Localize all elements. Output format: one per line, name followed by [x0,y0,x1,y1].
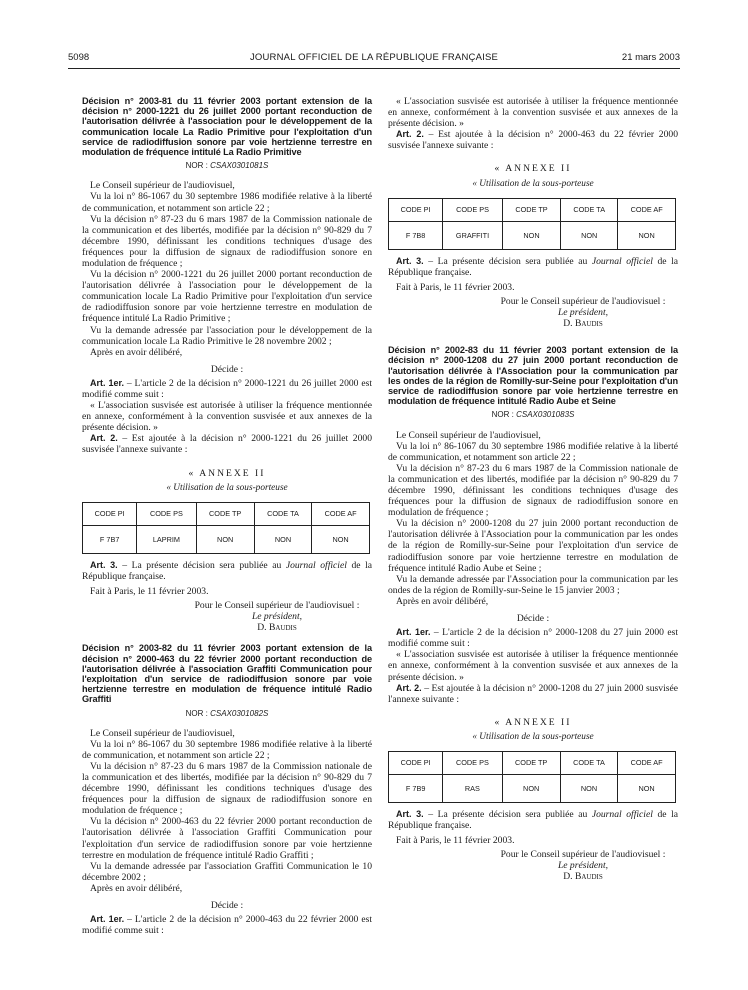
column-header: CODE PS [443,198,503,221]
annexe-title: « ANNEXE II [188,467,266,479]
vu-paragraph: Vu la décision n° 87-23 du 6 mars 1987 de la Commission nationale de la communication et des libertés, modifiée par la décision n° 90-829 du 7 décembre 1990, définissant les conditions techniques d'usage des fréquences pour la diffusion de signaux de radiodiffusion sonore en modulation de fréquence ; [82,213,372,269]
quote-text: « L'association susvisée est autorisée à utiliser la fréquence mentionnée en annexe, conformément à la convention susvisée et aux annexes de la présente décision. » [388,649,678,683]
article-label: Art. 2. [396,129,424,140]
article-text: de la République française. [82,559,373,582]
column-header: CODE AF [618,751,676,774]
intro-text: Le Conseil supérieur de l'audiovisuel, [90,180,235,192]
signature-title: Le président, [557,307,609,319]
article-1 [82,914,372,936]
issue-date: 21 mars 2003 [621,52,680,63]
table-cell: NON [618,774,676,802]
column-header: CODE PS [443,751,502,774]
nor-label: NOR : [491,410,514,420]
journal-name: Journal officiel [285,559,347,571]
column-header: CODE PI [83,502,137,525]
table-row [83,525,370,553]
signature-name: D. Baudis [257,622,297,634]
vu-paragraph: Vu la demande adressée par l'association pour le développement de la communication locale La Radio Primitive le 28 novembre 2002 ; [82,324,372,347]
signature-name: D. Baudis [563,318,603,330]
article-3 [388,256,678,278]
column-header: CODE TP [502,198,560,221]
decision-title: Décision n° 2003-81 du 11 février 2003 portant extension de la décision n° 2000-1221 du 26 juillet 2000 portant reconduction de l'autorisation délivrée à l'association pour le développement de la communication locale La Radio Primitive pour l'exploitation d'un service de radiodiffusion sonore par voie hertzienne terrestre en modulation de fréquence intitulé La Radio Primitive [82,96,372,158]
signature-block [488,849,678,882]
nor-line [82,160,372,171]
nor-label: NOR : [185,708,208,718]
intro-text: Le Conseil supérieur de l'audiovisuel, [90,727,235,739]
article-label: Art. 1er. [90,914,125,925]
column-header: CODE PS [137,502,196,525]
signature-line: Pour le Conseil supérieur de l'audiovisuel : [500,849,666,861]
table-cell: NON [618,221,676,249]
table-header-row [389,198,676,221]
subcarrier-table [388,198,676,250]
article-2 [388,683,678,705]
table-cell: LAPRIM [137,525,196,553]
vu-paragraph: Vu la demande adressée par l'association Graffiti Communication le 10 décembre 2002 ; [82,860,372,883]
vu-paragraph: Vu la demande adressée par l'Association pour la communication par les ondes de la région de Romilly-sur-Seine le 15 janvier 2003 ; [388,573,678,596]
table-cell: NON [196,525,254,553]
nor-line [388,409,678,420]
table-header-row [389,751,676,774]
article-label: Art. 3. [396,255,424,266]
article-3 [388,809,678,831]
decision-2003-81 [82,96,372,633]
column-header: CODE TP [502,751,560,774]
table-cell: NON [502,774,560,802]
decide-text: Décide : [210,900,244,912]
page-header [0,52,748,66]
nor-line [82,708,372,719]
subcarrier-table [388,751,676,803]
journal-name: Journal officiel [591,255,653,267]
column-header: CODE TA [561,198,618,221]
article-text: – Est ajoutée à la décision n° 2000-1221 du 26 juillet 2000 susvisée l'annexe suivante : [82,433,372,456]
article-3 [82,560,372,582]
vu-paragraph: Vu la décision n° 2000-463 du 22 février 2000 portant reconduction de l'autorisation délivrée à l'association Graffiti Communication pour l'exploitation d'un service de radiodiffusion sonore par voie hertzienne terrestre en modulation de fréquence intitulé Radio Graffiti ; [82,816,372,861]
decision-title: Décision n° 2002-83 du 11 février 2003 portant extension de la décision n° 2000-1208 du 27 juin 2000 portant reconduction de l'autorisation délivrée à l'Association pour la communication par les ondes de la région de Romilly-sur-Seine pour l'exploitation d'un service de radiodiffusion sonore par voie hertzienne terrestre en modulation de fréquence intitulé Radio Aube et Seine [388,345,678,407]
article-text: – Est ajoutée à la décision n° 2000-463 du 22 février 2000 susvisée l'annexe suivante : [388,129,678,152]
table-cell: NON [254,525,311,553]
table-cell: RAS [443,774,502,802]
decision-2003-82 [82,643,372,936]
column-header: CODE TA [560,751,617,774]
article-text: – L'article 2 de la décision n° 2000-463 du 22 février 2000 est modifié comme suit : [82,914,372,937]
apres-text: Après en avoir délibéré, [396,595,489,607]
column-header: CODE PI [389,198,443,221]
article-text: – La présente décision sera publiée au [423,808,592,820]
article-label: Art. 1er. [396,627,431,638]
signature-title: Le président, [557,860,609,872]
article-text: – La présente décision sera publiée au [117,559,286,571]
nor-value: CSAX0301082S [210,708,269,718]
nor-value: CSAX0301083S [516,410,575,420]
vu-paragraph: Vu la décision n° 2000-1208 du 27 juin 2000 portant reconduction de l'autorisation délivrée à l'Association pour la communication par les ondes de la région de Romilly-sur-Seine pour l'exploitation d'un service de radiodiffusion sonore par voie hertzienne terrestre en modulation de fréquence intitulé Radio Aube et Seine ; [388,518,678,574]
right-column [388,96,678,883]
table-row [389,221,676,249]
fait-text: Fait à Paris, le 11 février 2003. [396,281,515,293]
article-label: Art. 3. [396,808,424,819]
vu-paragraph: Vu la loi n° 86-1067 du 30 septembre 1986 modifiée relative à la liberté de communication, et notamment son article 22 ; [388,440,678,463]
decision-title: Décision n° 2003-82 du 11 février 2003 portant extension de la décision n° 2000-463 du 22 février 2000 portant reconduction de l'autorisation délivrée à l'association Graffiti Communication pour l'exploitation d'un service de radiodiffusion sonore par voie hertzienne terrestre en modulation de fréquence intitulé Radio Graffiti [82,643,372,705]
header-rule [68,68,680,69]
table-cell: F 7B8 [389,221,443,249]
table-cell: F 7B7 [83,525,137,553]
article-text: – La présente décision sera publiée au [423,255,592,267]
table-header-row [83,502,370,525]
article-label: Art. 2. [396,682,422,693]
quote-text: « L'association susvisée est autorisée à utiliser la fréquence mentionnée en annexe, conformément à la convention susvisée et aux annexes de la présente décision. » [388,96,678,130]
vu-paragraph: Vu la décision n° 87-23 du 6 mars 1987 de la Commission nationale de la communication et des libertés, modifiée par la décision n° 90-829 du 7 décembre 1990, définissant les conditions techniques d'usage des fréquences pour la diffusion de signaux de radiodiffusion sonore en modulation de fréquence ; [388,462,678,519]
signature-title: Le président, [251,611,303,623]
table-cell: NON [312,525,370,553]
table-cell: NON [502,221,560,249]
table-row [389,774,676,802]
article-text: de la République française. [388,255,679,278]
quote-text: « L'association susvisée est autorisée à utiliser la fréquence mentionnée en annexe, conformément à la convention susvisée et aux annexes de la présente décision. » [82,400,372,434]
decision-2003-82-continued [388,96,678,329]
journal-name: Journal officiel [591,808,653,820]
subcarrier-table [82,502,370,554]
decision-2002-83 [388,345,678,882]
signature-line: Pour le Conseil supérieur de l'audiovisuel : [194,600,360,612]
table-cell: GRAFFITI [443,221,503,249]
article-label: Art. 1er. [90,377,124,388]
apres-text: Après en avoir délibéré, [90,346,183,358]
article-text: – L'article 2 de la décision n° 2000-1208 du 27 juin 2000 est modifié comme suit : [388,627,678,650]
decide-text: Décide : [210,363,244,375]
annexe-subtitle: « Utilisation de la sous-porteuse [472,731,594,742]
signature-block [488,296,678,329]
article-2 [388,129,678,151]
article-label: Art. 3. [90,559,118,570]
vu-paragraph: Vu la décision n° 2000-1221 du 26 juillet 2000 portant reconduction de l'autorisation délivrée à l'association pour le développement de la communication locale La Radio Primitive pour l'exploitation d'un service de radiodiffusion sonore par voie hertzienne terrestre en modulation de fréquence intitulé La Radio Primitive ; [82,269,372,325]
page-number: 5098 [68,52,90,63]
annexe-subtitle: « Utilisation de la sous-porteuse [166,482,288,493]
decide-text: Décide : [516,613,550,625]
column-header: CODE AF [312,502,370,525]
article-label: Art. 2. [90,433,118,444]
annexe-subtitle: « Utilisation de la sous-porteuse [472,178,594,189]
article-text: – L'article 2 de la décision n° 2000-1221 du 26 juillet 2000 est modifié comme suit : [82,377,372,400]
fait-text: Fait à Paris, le 11 février 2003. [90,585,209,597]
fait-text: Fait à Paris, le 11 février 2003. [396,835,515,847]
intro-text: Le Conseil supérieur de l'audiovisuel, [396,429,541,441]
column-header: CODE PI [389,751,443,774]
column-header: CODE TA [254,502,311,525]
vu-paragraph: Vu la loi n° 86-1067 du 30 septembre 1986 modifiée relative à la liberté de communication, et notamment son article 22 ; [82,738,372,761]
article-1 [82,378,372,400]
annexe-title: « ANNEXE II [494,716,572,728]
article-2 [82,433,372,455]
signature-line: Pour le Conseil supérieur de l'audiovisuel : [500,295,666,307]
nor-label: NOR : [185,161,208,171]
table-cell: NON [560,774,617,802]
apres-text: Après en avoir délibéré, [90,882,183,894]
table-cell: F 7B9 [389,774,443,802]
left-column [82,96,372,936]
signature-name: D. Baudis [563,871,603,883]
column-header: CODE AF [618,198,676,221]
nor-value: CSAX0301081S [210,161,269,171]
vu-paragraph: Vu la décision n° 87-23 du 6 mars 1987 de la Commission nationale de la communication et des libertés, modifiée par la décision n° 90-829 du 7 décembre 1990, définissant les conditions techniques d'usage des fréquences pour la diffusion de signaux de radiodiffusion sonore en modulation de fréquence ; [82,760,372,817]
table-cell: NON [561,221,618,249]
article-text: de la République française. [388,808,679,832]
column-header: CODE TP [196,502,254,525]
journal-title: JOURNAL OFFICIEL DE LA RÉPUBLIQUE FRANÇAISE [249,52,499,63]
annexe-title: « ANNEXE II [494,163,572,175]
signature-block [182,600,372,633]
article-text: – Est ajoutée à la décision n° 2000-1208 du 27 juin 2000 susvisée l'annexe suivante : [388,682,678,705]
article-1 [388,627,678,649]
vu-paragraph: Vu la loi n° 86-1067 du 30 septembre 1986 modifiée relative à la liberté de communication, et notamment son article 22 ; [82,191,372,214]
